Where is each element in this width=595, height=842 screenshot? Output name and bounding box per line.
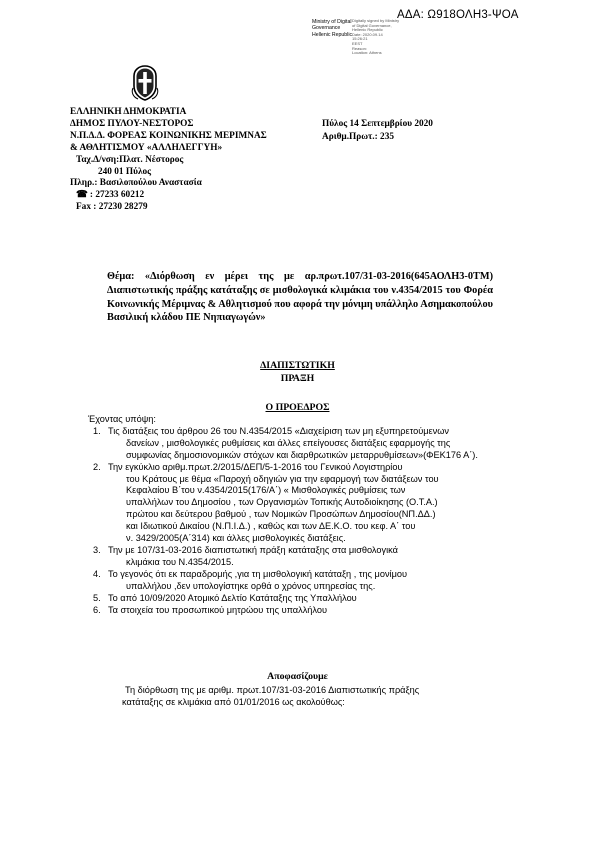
item-text-continuation: υπαλλήλου ,δεν υπολογίστηκε ορθά ο χρόνος υπηρεσίας της. — [126, 580, 376, 591]
signature-detail-line: Reason: — [352, 45, 367, 51]
item-text-continuation: ν. 3429/2005(Α΄314) και άλλες μισθολογικές διατάξεις. — [126, 533, 346, 544]
digital-signature-block — [312, 18, 400, 56]
signature-line: Ministry of Digital — [312, 19, 352, 25]
signature-line: Hellenic Republic — [312, 31, 353, 38]
document-meta — [322, 118, 433, 144]
signature-details — [352, 19, 399, 56]
item-number: 3. — [93, 544, 101, 555]
item-number: 6. — [93, 604, 101, 615]
item-text: Τις διατάξεις του άρθρου 26 του Ν.4354/2015 «Διαχείριση των μη εξυπηρετούμενων — [108, 425, 449, 436]
document-date: Πύλος 14 Σεπτεμβρίου 2020 — [322, 119, 433, 129]
hellenic-emblem-icon — [130, 64, 160, 102]
signature-detail-line: 15:26:21 — [352, 36, 368, 42]
item-text: Την εγκύκλιο αριθμ.πρωτ.2/2015/ΔΕΠ/5-1-2016 του Γενικού Λογιστηρίου — [108, 461, 403, 472]
issuer-header — [70, 107, 267, 214]
item-text: Τα στοιχεία του προσωπικού μητρώου της υπαλλήλου — [108, 604, 327, 615]
item-text: Το γεγονός ότι εκ παραδρομής ,για τη μισθολογική κατάταξη , της μονίμου — [108, 568, 408, 579]
item-number: 4. — [93, 568, 101, 579]
issuer-line: ΔΗΜΟΣ ΠΥΛΟΥ-ΝΕΣΤΟΡΟΣ — [70, 118, 194, 129]
consideration-item — [90, 605, 560, 617]
protocol-number: Αριθμ.Πρωτ.: 235 — [322, 132, 394, 142]
document-title-line1: ΔΙΑΠΙΣΤΩΤΙΚΗ — [260, 360, 335, 371]
document-subject: Θέμα: «Διόρθωση εν μέρει της με αρ.πρωτ.107/31-03-2016(645ΑΟΛΗ3-0ΤΜ) Διαπιστωτικής πράξης κατάταξης σε μισθολογικά κλιμάκια του ν.4354/2015 του Φορέα Κοινωνικής Μέριμνας & Αθλητισμού που αφορά την μόνιμη υπάλληλο Ασημακοπούλου Βασιλική κλάδου ΠΕ Νηπιαγωγών» — [107, 271, 493, 324]
issuer-phone: ☎ : 27233 60212 — [76, 190, 145, 201]
item-text-continuation: κλιμάκια του Ν.4354/2015. — [126, 556, 234, 567]
signature-line: Governance — [312, 25, 341, 32]
considerations-items — [90, 426, 560, 617]
signature-detail-line: Digitally signed by Ministry — [352, 18, 400, 23]
consideration-item — [90, 593, 560, 605]
signature-detail-line: EEST — [352, 40, 363, 46]
item-text-continuation: του Κράτους με θέμα «Παροχή οδηγιών για την εφαρμογή των διατάξεων του — [126, 473, 439, 484]
signature-detail-line: Location: Athens — [352, 50, 382, 56]
decision-heading: Αποφασίζουμε — [267, 671, 328, 682]
item-text: Το από 10/09/2020 Ατομικό Δελτίο Κατάταξης της Υπαλλήλου — [108, 592, 357, 603]
item-text-continuation: συμφωνίας δημοσιονομικών στόχων και διαρθρωτικών μεταρρυθμίσεων»(ΦΕΚ176 Α΄). — [126, 449, 478, 460]
issuer-postcode: 240 01 Πύλος — [98, 166, 152, 177]
issuer-fax: Fax : 27230 28279 — [76, 202, 148, 213]
issuer-line: Ν.Π.Δ.Δ. ΦΟΡΕΑΣ ΚΟΙΝΩΝΙΚΗΣ ΜΕΡΙΜΝΑΣ — [70, 130, 267, 141]
item-text: Την με 107/31-03-2016 διαπιστωτική πράξη κατάταξης στα μισθολογικά — [108, 544, 398, 555]
president-heading: Ο ΠΡΟΕΔΡΟΣ — [265, 402, 330, 413]
issuer-line: ΕΛΛΗΝΙΚΗ ΔΗΜΟΚΡΑΤΙΑ — [70, 107, 187, 117]
consideration-item — [90, 462, 560, 545]
signature-detail-line: of Digital Governance, — [352, 22, 392, 28]
considerations-list — [90, 414, 560, 616]
item-number: 5. — [93, 592, 101, 603]
issuer-line: & ΑΘΛΗΤΙΣΜΟΥ «ΑΛΛΗΛΕΓΓΥΗ» — [70, 142, 223, 153]
consideration-item — [90, 569, 560, 593]
decision-line: κατάταξης σε κλιμάκια από 01/01/2016 ως ακολούθως: — [122, 697, 345, 707]
signature-detail-line: Hellenic Republic — [352, 27, 383, 33]
item-text-continuation: υπαλλήλων του Δημοσίου , των Οργανισμών Τοπικής Αυτοδιοίκησης (Ο.Τ.Α.) — [126, 497, 438, 508]
item-text-continuation: πρώτου και δεύτερου βαθμού , των Νομικών Προσώπων Δημοσίου(ΝΠ.ΔΔ.) — [126, 509, 436, 520]
item-text-continuation: και Ιδιωτικού Δικαίου (Ν.Π.Ι.Δ.) , καθώς και των ΔΕ.Κ.Ο. του κεφ. Α΄ του — [126, 521, 416, 532]
item-text-continuation: δανείων , μισθολογικές ρυθμίσεις και άλλες επείγουσες διατάξεις εφαρμογής της — [126, 437, 451, 448]
document-title-line2: ΠΡΑΞΗ — [280, 373, 315, 384]
considerations-intro: Έχοντας υπόψη: — [88, 414, 156, 424]
issuer-contact-person: Πληρ.: Βασιλοπούλου Αναστασία — [70, 178, 202, 189]
decision-text — [107, 684, 507, 708]
item-text-continuation: Κεφαλαίου Β΄του ν.4354/2015(176/Α΄) « Μισθολογικές ρυθμίσεις των — [126, 485, 406, 496]
item-number: 1. — [93, 425, 101, 436]
signature-detail-line: Date: 2020.09.14 — [352, 31, 383, 37]
decision-line: Τη διόρθωση της με αριθμ. πρωτ.107/31-03-2016 Διαπιστωτικής πράξης — [125, 685, 420, 695]
ada-code: ΑΔΑ: Ω918ΟΛΗ3-ΨΟΑ — [397, 9, 519, 21]
issuer-address: Ταχ.Δ/νση:Πλατ. Νέστορος — [76, 154, 184, 165]
consideration-item — [90, 545, 560, 569]
item-number: 2. — [93, 461, 101, 472]
consideration-item — [90, 426, 560, 462]
